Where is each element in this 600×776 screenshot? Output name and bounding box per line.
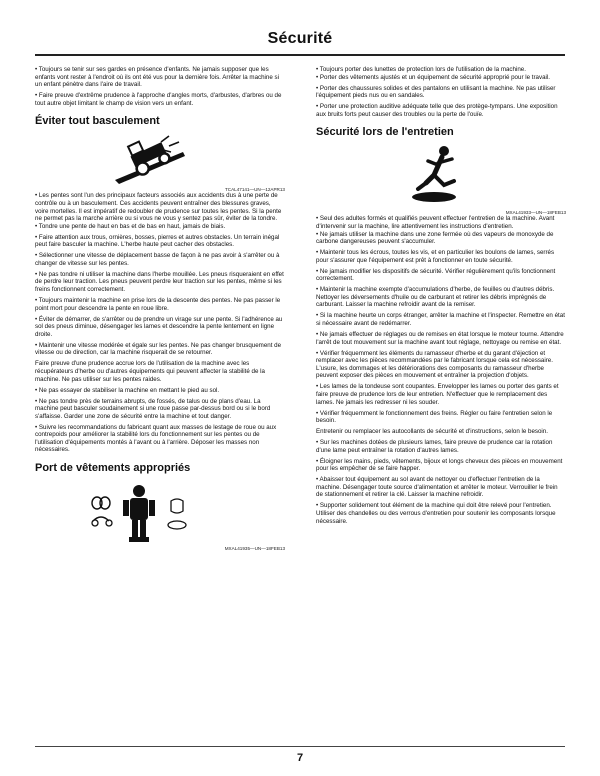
paragraph: • Vérifier fréquemment les éléments du ramasseur d'herbe et du garant d'éjection et remplacer avec les pièces recommandées par le fabricant lorsque cela est nécessaire. L'usure, les dommages et les détériorations des composants du ramasseur d'herbe peuvent exposer des pièces en mouvement et entraîner la projection d'objets. [316, 349, 553, 380]
ppe-figure [35, 481, 285, 551]
right-column [316, 66, 566, 529]
paragraph: • Suivre les recommandations du fabricant quant aux masses de lestage de roue ou aux contrepoids pour améliorer la stabilité lors du fonctionnement sur les pentes ou de l'utilisation d'équipements montés à l'avant ou à l'arrière. Déposer les masses non nécessaires. [35, 423, 277, 454]
paragraph: • Maintenir la machine exempte d'accumulations d'herbe, de feuilles ou d'autres débris. Nettoyer les déversements d'huile ou de carburant et retirer les débris imprégnés de carburant. Laisser la machine refroidir avant de la remiser. [316, 286, 555, 309]
paragraph: • Faire attention aux trous, ornières, bosses, pierres et autres obstacles. Un terrain inégal peut faire basculer la machine. L'herbe haute peut cacher des obstacles. [35, 233, 280, 249]
protective-equipment-icon [83, 481, 193, 543]
paragraph: • Sur les machines dotées de plusieurs lames, faire preuve de prudence car la rotation d'une lame peut entraîner la rotation d'autres lames. [316, 439, 553, 454]
paragraph: • Les lames de la tondeuse sont coupantes. Envelopper les lames ou porter des gants et faire preuve de prudence lors de leur entretien. N'effectuer que le remplacement des lames. Ne jamais les redresser ni les souder. [316, 383, 559, 406]
page-title: Sécurité [267, 30, 333, 47]
figure-caption: MXAL41935—UN—18FEB13 [224, 546, 285, 552]
paragraph: • Ne jamais effectuer de réglages ou de remises en état lorsque le moteur tourne. Attendre l'arrêt de tout mouvement sur la machine avant tout réglage, nettoyage ou remise en état. [316, 331, 564, 346]
slipping-person-icon [398, 145, 478, 205]
tractor-rollover-icon [113, 134, 193, 184]
paragraph: • Faire preuve d'extrême prudence à l'approche d'angles morts, d'arbustes, d'arbres ou de tout autre objet limitant le champ de vision vers un enfant. [35, 92, 282, 107]
paragraph: • Abaisser tout équipement au sol avant de nettoyer ou d'effectuer l'entretien de la machine. Désengager toute source d'alimentation et arrêter le moteur. Verrouiller le frein de stationnement et retirer la clé. Laisser la machine refroidir. [316, 476, 558, 499]
paragraph: • Porter une protection auditive adéquate telle que des protège-tympans. Une exposition aux bruits forts peut causer des troubles ou la perte de l'ouïe. [316, 103, 558, 118]
paragraph: • Ne pas tondre ni utiliser la machine dans l'herbe mouillée. Les pneus risqueraient en effet de perdre leur traction. Les pneus peuvent perdre leur traction sur les pentes, même si les freins fonctionnent correctement. [35, 270, 284, 294]
slip-hazard-figure [316, 145, 566, 215]
paragraph: • Seul des adultes formés et qualifiés peuvent effectuer l'entretien de la machine. Avant d'intervenir sur la machine, lire attentivement les instructions d'entretien. • Ne jamais utiliser la machine dans une zone fermée où des vapeurs de monoxyde de carbone dangereuses peuvent s'accumuler. [316, 215, 555, 246]
paragraph: • Toujours se tenir sur ses gardes en présence d'enfants. Ne jamais supposer que les enfants vont rester à l'endroit où ils ont été vus pour la dernière fois. Arrêter la machine si un enfant pénètre dans l'aire de travail. [35, 66, 279, 89]
paragraph: • Ne jamais modifier les dispositifs de sécurité. Vérifier régulièrement qu'ils fonctionnent correctement. [316, 267, 556, 283]
paragraph: • Maintenir une vitesse modérée et égale sur les pentes. Ne pas changer brusquement de vitesse ou de direction, car la machine risquerait de se retourner. [35, 341, 282, 357]
paragraph: • Toujours porter des lunettes de protection lors de l'utilisation de la machine. • Porter des vêtements ajustés et un équipement de sécurité approprié pour le travail. [316, 66, 550, 81]
paragraph: Faire preuve d'une prudence accrue lors de l'utilisation de la machine avec les récupérateurs d'herbe ou d'autres équipements qui peuvent affecter la stabilité de la machine. Ne pas utiliser sur les pentes raides. [35, 360, 265, 383]
left-column [35, 66, 285, 551]
section-heading-vetements: Port de vêtements appropriés [35, 462, 191, 475]
rollover-figure [35, 134, 285, 192]
paragraph: • Ne pas essayer de stabiliser la machine en mettant le pied au sol. [35, 386, 220, 394]
paragraph: • Les pentes sont l'un des principaux facteurs associés aux accidents dus à une perte de contrôle ou à un basculement. Ces accidents peuvent entraîner des blessures graves, voire mortelles. Il est impératif de redoubler de prudence sur toutes les pentes. Si la pente ne permet pas la marche arrière ou si vous ne vous y sentez pas sûr, éviter de la tondre. • Tondre une pente de haut en bas et de bas en haut, jamais de biais. [35, 192, 282, 230]
paragraph: • Toujours maintenir la machine en prise lors de la descente des pentes. Ne pas passer le point mort pour descendre la pente en roue libre. [35, 297, 281, 312]
paragraph: • Maintenir tous les écrous, toutes les vis, et en particulier les boulons de lames, serrés pour s'assurer que l'équipement est prêt à fonctionner en toute sécurité. [316, 249, 555, 264]
paragraph: • Vérifier fréquemment le fonctionnement des freins. Régler ou faire l'entretien selon le besoin. [316, 409, 553, 425]
paragraph: • Ne pas tondre près de terrains abrupts, de fossés, de talus ou de plans d'eau. La machine peut basculer soudainement si une roue passe par-dessus bord ou si le bord s'affaisse. Garder une zone de sécurité entre la machine et tout danger. [35, 397, 271, 420]
paragraph: • Éviter de démarrer, de s'arrêter ou de prendre un virage sur une pente. Si l'adhérence au sol des pneus diminue, désengager les lames et descendre la pente lentement en ligne droite. [35, 315, 283, 338]
paragraph: • Porter des chaussures solides et des pantalons en utilisant la machine. Ne pas utiliser l'équipement pieds nus ou en sandales. [316, 84, 556, 100]
paragraph: • Sélectionner une vitesse de déplacement basse de façon à ne pas avoir à s'arrêter ou à changer de vitesse sur les pentes. [35, 252, 280, 267]
section-heading-entretien: Sécurité lors de l'entretien [316, 126, 454, 139]
footer-divider [35, 746, 565, 747]
page-number: 7 [296, 752, 304, 764]
paragraph: • Supporter solidement tout élément de la machine qui doit être relevé pour l'entretien. Utiliser des chandelles ou des verrous d'entretien pour soutenir les composants lorsque nécessaire. [316, 502, 556, 525]
figure-caption: TCAL47141—UN—12APR13 [224, 187, 285, 193]
title-divider [35, 54, 565, 56]
paragraph: • Si la machine heurte un corps étranger, arrêter la machine et l'inspecter. Remettre en état si nécessaire avant de redémarrer. [316, 312, 565, 328]
figure-caption: MXAL41933—UN—18FEB13 [505, 210, 566, 216]
paragraph: • Éloigner les mains, pieds, vêtements, bijoux et longs cheveux des pièces en mouvement pour les empêcher de se faire happer. [316, 457, 563, 473]
section-heading-basculement: Éviter tout basculement [35, 115, 160, 128]
paragraph: Entretenir ou remplacer les autocollants de sécurité et d'instructions, selon le besoin. [316, 428, 548, 436]
